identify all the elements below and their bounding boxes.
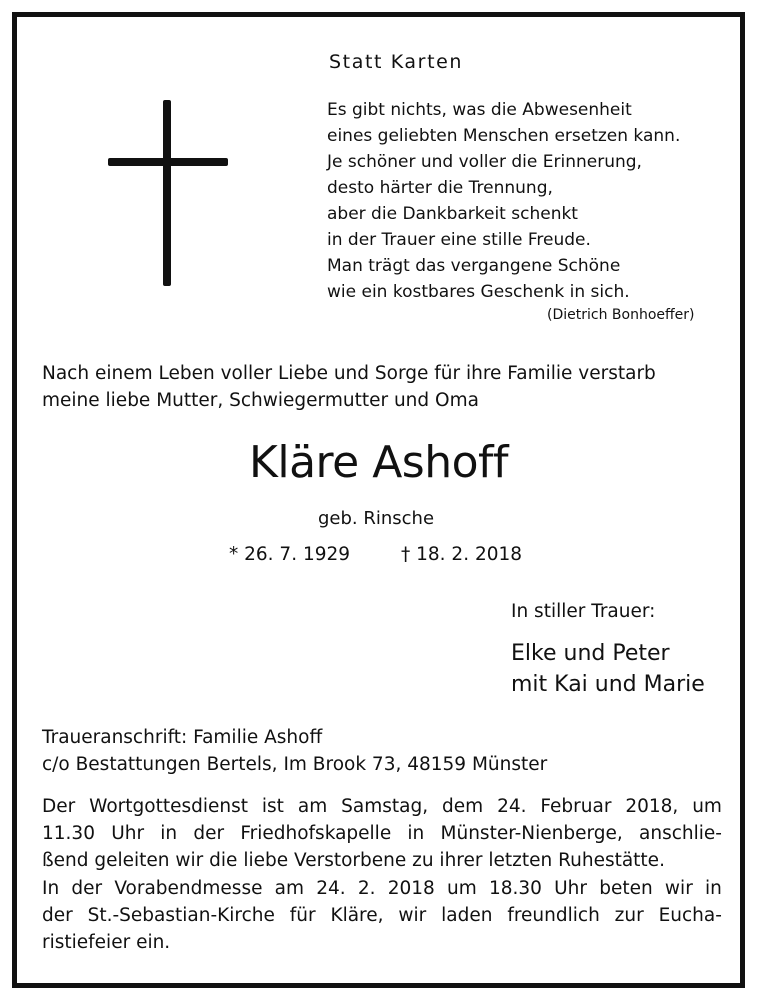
quote-line: in der Trauer eine stille Freude. <box>327 230 591 250</box>
mass-line: In der Vorabendmesse am 24. 2. 2018 um 18.30 Uhr beten wir in <box>42 878 722 899</box>
quote-line: aber die Dankbarkeit schenkt <box>327 204 578 224</box>
deceased-name: Kläre Ashoff <box>248 437 509 488</box>
mourning-address <box>42 724 547 778</box>
intro-line: Nach einem Leben voller Liebe und Sorge für ihre Familie verstarb <box>42 363 656 384</box>
address-line: Traueranschrift: Familie Ashoff <box>42 727 323 748</box>
birth-date: * 26. 7. 1929 <box>229 544 351 565</box>
death-date: † 18. 2. 2018 <box>401 544 523 565</box>
intro-line: meine liebe Mutter, Schwiegermutter und Oma <box>42 390 479 411</box>
intro-text <box>42 360 656 414</box>
service-line: Der Wortgottesdienst ist am Samstag, dem 24. Februar 2018, um <box>42 796 722 817</box>
service-line: ßend geleiten wir die liebe Verstorbene zu ihrer letzten Ruhestätte. <box>42 850 665 871</box>
service-line: 11.30 Uhr in der Friedhofskapelle in Münster-Nienberge, anschlie- <box>42 823 722 844</box>
quote-line: Man trägt das vergangene Schöne <box>327 256 621 276</box>
birth-name: geb. Rinsche <box>318 508 435 529</box>
mourner-line: Elke und Peter <box>511 641 670 666</box>
quote-line: desto härter die Trennung, <box>327 178 553 198</box>
address-line: c/o Bestattungen Bertels, Im Brook 73, 48159 Münster <box>42 754 548 775</box>
quote-block <box>327 97 680 305</box>
quote-line: Je schöner und voller die Erinnerung, <box>327 152 642 172</box>
cross-icon <box>108 100 228 286</box>
obituary-frame <box>12 12 745 988</box>
mass-line: der St.-Sebastian-Kirche für Kläre, wir laden freundlich zur Eucha- <box>42 905 722 926</box>
mourner-line: mit Kai und Marie <box>511 672 705 697</box>
statt-karten-heading: Statt Karten <box>329 51 464 73</box>
mourners-label: In stiller Trauer: <box>511 601 656 622</box>
quote-line: eines geliebten Menschen ersetzen kann. <box>327 126 681 146</box>
mass-line: ristiefeier ein. <box>42 932 171 953</box>
mass-paragraph <box>42 875 722 956</box>
quote-source: (Dietrich Bonhoeffer) <box>547 307 695 323</box>
quote-line: wie ein kostbares Geschenk in sich. <box>327 282 630 302</box>
service-paragraph <box>42 793 722 874</box>
quote-line: Es gibt nichts, was die Abwesenheit <box>327 100 632 120</box>
mourners-names <box>511 638 705 700</box>
